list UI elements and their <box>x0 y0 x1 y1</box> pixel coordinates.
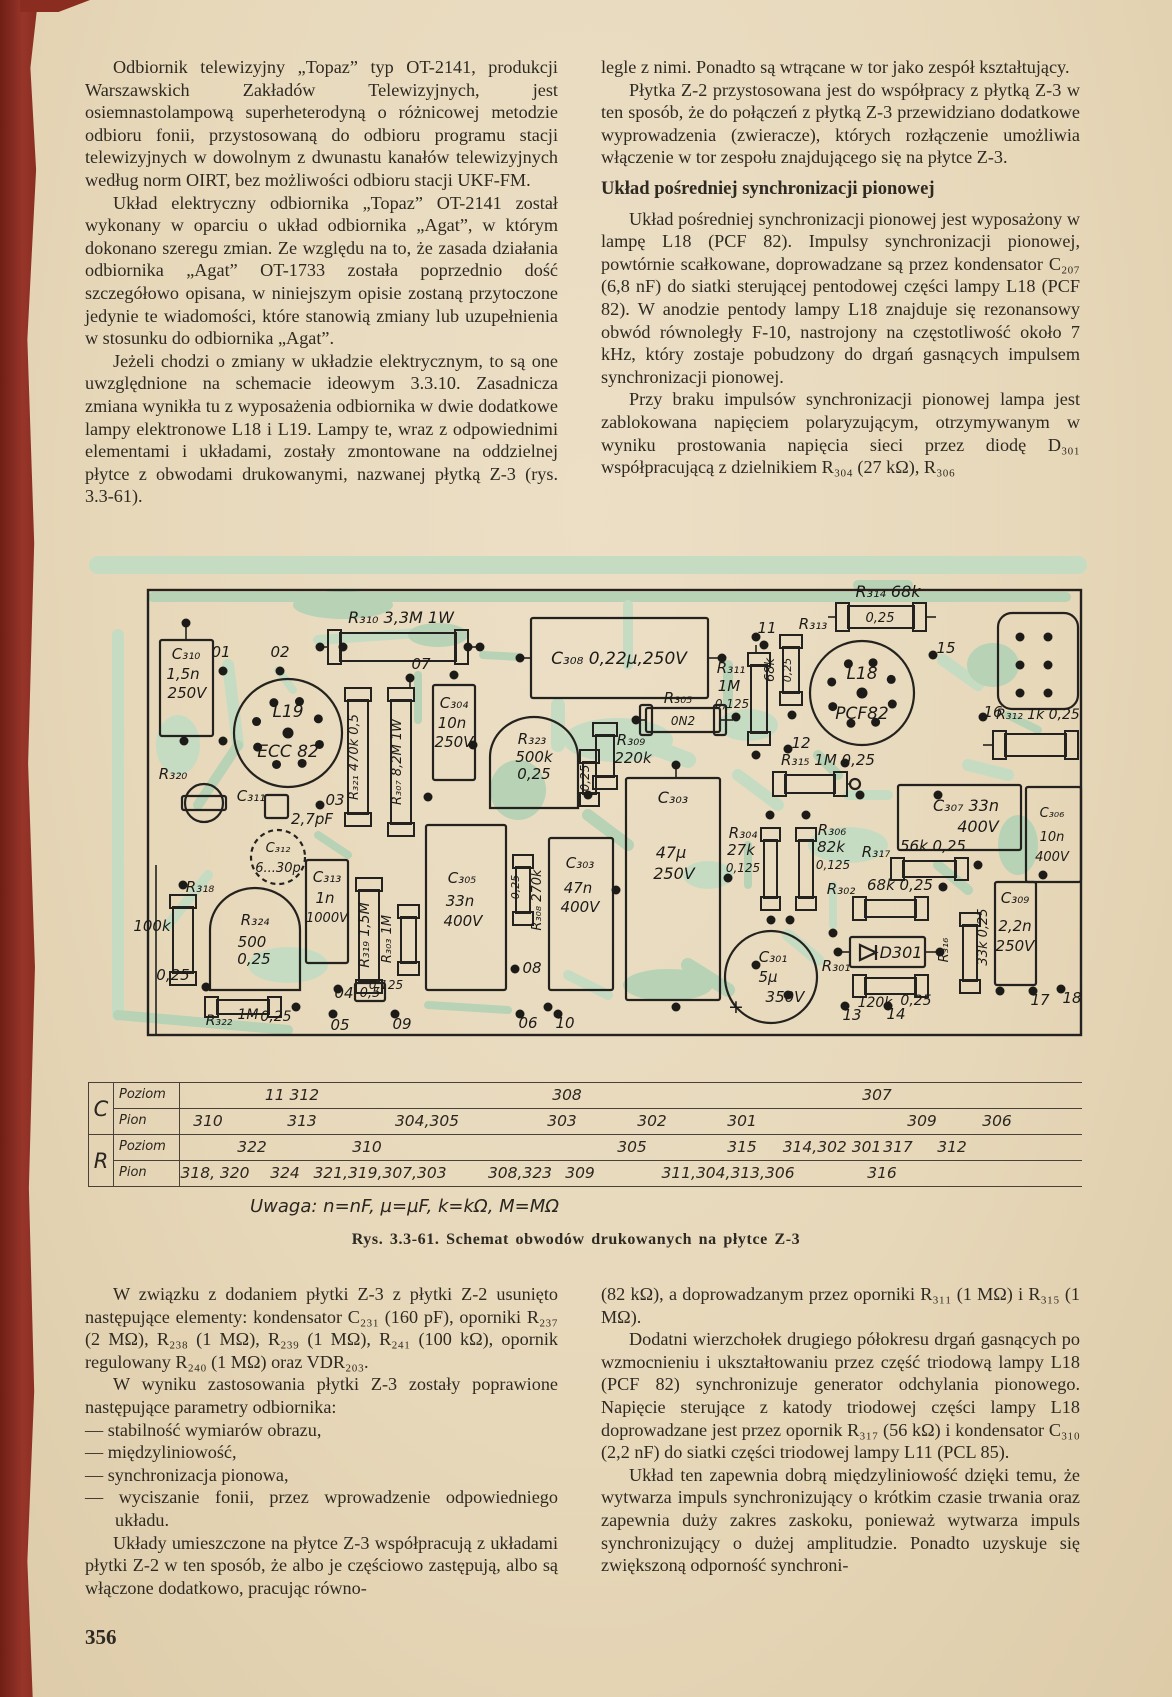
paragraph: W związku z dodaniem płytki Z-3 z płytki Z-2 usunięto następujące elementy: kondensator C₂₃₁ (160 pF), oporniki R₂₃₇ (2 MΩ), R₂₃₈ (1 MΩ), R₂₃₉ (1 MΩ), R₂₄₁ (100 kΩ), opornik regulowany R₂₄₀ (1 MΩ) oraz VDR₂₀₃. <box>85 1284 558 1372</box>
copper-trace <box>318 633 418 640</box>
paragraph: Układ elektryczny odbiornika „Topaz” OT-2141 został wykonany w oparciu o układ odbiornika „Agat”, w którym dokonano szeregu zmian. Ze względu na to, że zasada działania odbiornika „Agat” OT-1733 została poprzednio dość szczegółowo opisana, w niniejszym opisie zostaną przytoczone jedynie te wiadomości, które stanowią zmiany lub uzupełnienia w stosunku do odbiornika „Agat”. <box>85 192 558 349</box>
solder-dot <box>316 801 325 810</box>
diagram-label: 01 <box>211 643 231 661</box>
tube-pin <box>857 688 868 699</box>
diagram-label: 1n <box>315 889 335 907</box>
diagram-label: 120k <box>857 995 893 1011</box>
solder-dot <box>672 761 681 770</box>
diagram-label: 0,125 <box>815 858 851 872</box>
diagram-label: 06 <box>518 1014 538 1032</box>
diagram-label: R₃₂₂ <box>205 1013 233 1029</box>
pin-table-entry: 322 <box>237 1138 267 1156</box>
column-bottom-right <box>601 1283 1080 1577</box>
diagram-label: R₃₀₉ <box>616 731 646 749</box>
diagram-label: 350V <box>765 988 805 1006</box>
diagram-label: 10n <box>1039 830 1065 845</box>
pin-table-entry: 302 <box>637 1112 667 1130</box>
diagram-label: 18 <box>1062 989 1082 1007</box>
diagram-label: 17 <box>1030 991 1050 1009</box>
diagram-label: 250V <box>653 864 695 883</box>
diagram-label: C₃₀₄ <box>439 694 469 712</box>
diagram-label: 13 <box>842 1006 862 1024</box>
tube-pin <box>314 714 323 723</box>
solder-dot <box>219 737 228 746</box>
solder-dot <box>511 965 520 974</box>
resistor-body <box>1005 734 1066 756</box>
diagram-label: 02 <box>270 643 290 661</box>
diagram-label: C₃₁₂ <box>265 841 291 856</box>
pin-table-entry: 314,302 301 <box>782 1138 882 1156</box>
copper-trace <box>623 969 713 1001</box>
pin-table-group-letter: C <box>88 1083 114 1134</box>
diagram-label: 03 <box>325 791 345 809</box>
diagram-label: 09 <box>392 1015 412 1033</box>
diagram-label: 0,25 <box>237 950 271 968</box>
diagram-label: 250V <box>167 684 207 702</box>
diagram-label: 0,25 <box>260 1009 292 1025</box>
diagram-label: 16 <box>983 703 1003 721</box>
resistor-body <box>785 775 835 793</box>
diagram-label: R₃₁₀ 3,3M 1W <box>348 608 454 627</box>
diagram-label: C₃₀₅ <box>447 869 477 887</box>
diagram-label: 220k <box>614 749 652 767</box>
diagram-label: 0,25 <box>578 764 592 792</box>
diagram-label: C₃₁₃ <box>312 868 342 886</box>
diagram-label: 1000V <box>306 911 348 926</box>
solder-dot <box>1016 661 1025 670</box>
diagram-label: 5µ <box>758 968 778 986</box>
diagram-label: 400V <box>560 898 600 916</box>
diagram-label: 27k <box>727 841 755 859</box>
diagram-label: 14 <box>886 1005 906 1023</box>
diagram-label: R₃₁₁ <box>716 659 746 677</box>
diagram-label: 0,25 <box>517 765 551 783</box>
diagram-label: 68k <box>763 657 778 683</box>
paragraph: Układ ten zapewnia dobrą międzyliniowość dzięki temu, że wytwarza impuls synchronizujący o krótkim czasie trwania oraz zapewnia duży zakres zaskoku, ponieważ wytwarza impuls synchronizujący o dużej amplitudzie. Ponadto uzyskuje się zwiększoną odporność synchroni- <box>601 1464 1080 1576</box>
diagram-label: 0N2 <box>670 714 696 728</box>
diagram-label: R₃₀₂ <box>826 880 856 898</box>
diagram-label: C₃₀₃ <box>565 854 595 872</box>
diagram-label: R₃₂₁ 470k 0,5 <box>347 714 362 800</box>
paragraph: Odbiornik telewizyjny „Topaz” typ OT-2141, produkcji Warszawskich Zakładów Telewizyjnych, jest osiemnastolampową superheterodyną o różnicowej metodzie odbioru fonii, przystosowaną do odbioru programu stacji telewizyjnych w dowolnym z dwunastu kanałów telewizyjnych według norm OIRT, bez możliwości odbioru stacji UKF-FM. <box>85 57 558 190</box>
pin-table-group <box>88 1134 1082 1186</box>
component-outline <box>860 945 876 960</box>
diagram-label: 82k <box>817 838 845 856</box>
diagram-label: C₃₀₃ <box>657 788 689 807</box>
pin-table-group <box>88 1082 1082 1134</box>
pin-table-entry: 309 <box>907 1112 937 1130</box>
diagram-label: R₃₁₂ 1k 0,25 <box>996 707 1080 723</box>
pin-table-entry: 310 <box>352 1138 382 1156</box>
paragraph: Układy umieszczone na płytce Z-3 współpracują z układami płytki Z-2 w ten sposób, że albo je częściowo zastępują, albo są włączone dodatkowo, pracując równo- <box>85 1532 558 1598</box>
pin-table-row-label: Poziom <box>114 1135 180 1160</box>
resistor-body <box>963 925 977 981</box>
pin-table-row-label: Pion <box>114 1161 180 1186</box>
pin-table-entry: 11 312 <box>264 1086 320 1104</box>
diagram-label: 400V <box>443 912 483 930</box>
circuit-svg <box>88 545 1088 1045</box>
diagram-label: R₃₂₄ <box>240 911 270 929</box>
diagram-label: 6...30p <box>255 861 301 876</box>
solder-dot <box>182 619 191 628</box>
paragraph: Dodatni wierzchołek drugiego półokresu drgań gasnących po wzmocnieniu i ukształtowaniu przez część triodową lampy L18 (PCF 82) synchronizuje generator odchylania pionowego. Napięcie sterujące z katody triodowej części lampy L18 doprowadzane jest przez opornik R₃₁₇ (56 kΩ) i kondensator C₃₁₀ (2,2 nF) do siatki części triodowej lampy L11 (PCL 85). <box>601 1329 1080 1463</box>
figure-note: Uwaga: n=nF, µ=µF, k=kΩ, M=MΩ <box>250 1196 560 1217</box>
diagram-label: C₃₀₉ <box>1000 889 1030 907</box>
resistor-body <box>865 900 916 917</box>
diagram-label: 0,25 <box>781 657 794 683</box>
diagram-label: R₃₁₇ <box>861 843 891 861</box>
pin-table-row-label: Poziom <box>114 1083 180 1108</box>
solder-dot <box>476 643 485 652</box>
diagram-label: 47n <box>563 879 593 897</box>
diagram-label: L18 <box>846 664 878 684</box>
tube-pin <box>252 717 261 726</box>
diagram-label: 1M <box>717 677 741 695</box>
copper-trace <box>428 1005 508 1010</box>
solder-dot <box>276 667 285 676</box>
solder-dot <box>1016 633 1025 642</box>
diagram-label: R₃₀₅ <box>663 689 693 707</box>
resistor-body <box>764 840 777 898</box>
diagram-label: 400V <box>957 817 999 836</box>
diagram-label: 08 <box>522 959 542 977</box>
diagram-label: 05 <box>330 1016 350 1034</box>
solder-dot <box>766 811 775 820</box>
pin-table-entry: 309 <box>565 1164 595 1182</box>
solder-dot <box>1039 871 1048 880</box>
diagram-label: 400V <box>1035 850 1069 865</box>
copper-trace <box>788 935 818 960</box>
list-item: — wyciszanie fonii, przez wprowadzenie odpowiedniego układu. <box>85 1487 558 1530</box>
diagram-label: 47µ <box>655 843 687 862</box>
component-box <box>626 778 720 1000</box>
circuit-board-figure <box>88 545 1088 1045</box>
solder-dot <box>464 643 473 652</box>
diagram-label: 10n <box>437 714 467 732</box>
diagram-label: R₃₁₃ <box>798 615 828 633</box>
pin-table-group-letter: R <box>88 1135 114 1186</box>
copper-trace <box>318 835 348 855</box>
pin-table-entry: 311,304,313,306 <box>661 1164 795 1182</box>
diagram-label: ECC 82 <box>257 742 319 762</box>
solder-dot <box>406 674 415 683</box>
diagram-label: 250V <box>434 733 474 751</box>
tube-pin <box>283 728 294 739</box>
solder-dot <box>752 751 761 760</box>
diagram-label: R₃₀₆ <box>817 821 847 839</box>
pin-table-entry: 303 <box>547 1112 577 1130</box>
diagram-label: 500k <box>515 748 553 766</box>
diagram-label: R₃₀₈ 270k <box>530 869 545 931</box>
solder-dot <box>996 987 1005 996</box>
solder-dot <box>516 654 525 663</box>
pin-table-entry: 324 <box>270 1164 300 1182</box>
diagram-label: R₃₀₇ 8,2M 1W <box>390 719 405 805</box>
list-item: — stabilność wymiarów obrazu, <box>85 1419 322 1440</box>
solder-dot <box>760 641 769 650</box>
pin-table-entry: 308,323 <box>487 1164 553 1182</box>
column-top-right <box>601 56 1080 479</box>
diagram-label: 1,5n <box>166 665 200 683</box>
paragraph: legle z nimi. Ponadto są wtrącane w tor jako zespół kształtujący. <box>601 57 1070 77</box>
diagram-label: 15 <box>936 639 956 657</box>
pin-table-entry: 313 <box>287 1112 317 1130</box>
diagram-label: 33k 0,25 <box>976 908 991 966</box>
pin-table-row <box>114 1161 1082 1186</box>
solder-dot <box>612 886 621 895</box>
diagram-label: 0,25 <box>865 611 895 626</box>
diagram-label: 0,25 <box>509 874 522 900</box>
tube-pin <box>888 700 897 709</box>
solder-dot <box>829 929 838 938</box>
pin-table-row-label: Pion <box>114 1109 180 1134</box>
pin-table-rows <box>114 1083 1082 1134</box>
diagram-label: R₃₀₃ 1M <box>380 914 395 964</box>
paragraph: (82 kΩ), a doprowadzanym przez oporniki R₃₁₁ (1 MΩ) i R₃₁₅ (1 MΩ). <box>601 1284 1080 1327</box>
book-corner-edge <box>20 0 90 12</box>
diagram-label: 11 <box>757 619 777 637</box>
diagram-label: 0,25 <box>156 966 190 984</box>
copper-trace <box>967 643 1019 687</box>
diagram-label: R₃₂₀ <box>158 765 188 783</box>
solder-dot <box>544 1003 553 1012</box>
diagram-label: R₃₁₄ 68k <box>855 582 921 601</box>
solder-dot <box>856 791 865 800</box>
diagram-label: R₃₁₅ 1M 0,25 <box>781 751 875 769</box>
solder-dot <box>786 916 795 925</box>
diagram-label: R₃₁₆ <box>937 937 952 963</box>
solder-dot <box>1044 661 1053 670</box>
diagram-label: 2,7pF <box>290 810 334 828</box>
pin-table-entry: 307 <box>862 1086 892 1104</box>
pin-table-row <box>114 1109 1082 1134</box>
paragraph: Płytka Z-2 przystosowana jest do współpracy z płytką Z-3 w ten sposób, że do połączeń z płytką Z-3 przewidziano dodatkowe wyprowadzenia (zwieracze), których rozłączenie umożliwia włączenie w tor zespołu znajdującego się na płytce Z-3. <box>601 79 1080 168</box>
solder-dot <box>802 811 811 820</box>
copper-trace <box>483 655 520 657</box>
paragraph: Jeżeli chodzi o zmiany w układzie elektrycznym, to są one uwzględnione na schemacie ideowym 3.3.10. Zasadnicza zmiana wynikła tu z wyposażenia odbiornika w dwie dodatkowe lampy elektronowe L18 i L19. Lampy te, wraz z odpowiednimi elementami i układami, zostały zmontowane na oddzielnej płytce z obwodami drukowanymi, nazwanej płytką Z-3 (rys. 3.3-61). <box>85 350 558 507</box>
figure-caption: Rys. 3.3-61. Schemat obwodów drukowanych na płytce Z-3 <box>351 1231 801 1248</box>
diagram-label: C₃₀₇ 33n <box>933 796 999 815</box>
diagram-label: 0,125 <box>725 861 761 875</box>
pin-table-entry: 316 <box>867 1164 897 1182</box>
pin-table-entry: 321,319,307,303 <box>313 1164 447 1182</box>
pin-table-entry: 310 <box>193 1112 223 1130</box>
tube-outline <box>850 779 860 789</box>
column-top-left <box>85 56 558 508</box>
diagram-label: 07 <box>411 655 431 673</box>
solder-dot <box>1016 689 1025 698</box>
diagram-label: 0,125 <box>368 978 404 992</box>
copper-trace <box>968 765 1008 775</box>
solder-dot <box>732 713 741 722</box>
solder-dot <box>202 983 211 992</box>
solder-dot <box>788 711 797 720</box>
solder-dot <box>974 861 983 870</box>
solder-dot <box>292 1003 301 1012</box>
solder-dot <box>180 737 189 746</box>
diagram-label: C₃₁₁ <box>236 787 266 805</box>
book-spine-edge <box>0 0 38 1697</box>
pin-table-entry: 315 <box>727 1138 757 1156</box>
solder-dot <box>767 916 776 925</box>
solder-dot <box>1044 633 1053 642</box>
diagram-label: 0,125 <box>714 697 750 711</box>
paragraph: W wyniku zastosowania płytki Z-3 zostały poprawione następujące parametry odbiornika: <box>85 1374 558 1417</box>
diagram-label: 56k 0,25 <box>900 837 966 855</box>
diagram-label: 0,25 <box>900 993 932 1009</box>
pin-table-entry: 304,305 <box>394 1112 460 1130</box>
pin-table-rows <box>114 1135 1082 1186</box>
diagram-label: PCF82 <box>835 704 889 724</box>
diagram-label: 250V <box>995 937 1035 955</box>
resistor-body <box>401 917 416 963</box>
resistor-body <box>865 978 916 994</box>
pin-table-entry: 301 <box>727 1112 757 1130</box>
diagram-label: R₃₁₈ <box>185 878 215 896</box>
diagram-label: C₃₁₀ <box>171 645 201 663</box>
diagram-label: L19 <box>272 702 304 722</box>
diagram-label: C₃₀₆ <box>1039 806 1065 821</box>
pin-table-entry: 306 <box>982 1112 1012 1130</box>
column-bottom-left <box>85 1283 558 1599</box>
tube-pin <box>827 677 836 686</box>
pin-table <box>88 1082 1082 1187</box>
solder-dot <box>939 883 948 892</box>
pin-table-row <box>114 1083 1082 1109</box>
copper-trace <box>568 975 608 995</box>
diagram-label: R₃₂₃ <box>517 730 547 748</box>
diagram-label: 04 <box>334 984 354 1002</box>
diagram-label: C₃₀₈ 0,22µ,250V <box>551 649 687 669</box>
tube-pin <box>887 675 896 684</box>
list-item: — synchronizacja pionowa, <box>85 1464 289 1485</box>
diagram-label: R₃₀₁ <box>821 957 851 975</box>
section-heading: Układ pośredniej synchronizacji pionowej <box>601 177 935 199</box>
list-item: — międzyliniowość, <box>85 1442 237 1463</box>
diagram-label: R₃₀₄ <box>728 824 758 842</box>
diagram-label: C₃₀₁ <box>758 948 788 966</box>
solder-dot <box>424 793 433 802</box>
pin-table-entry: 305 <box>617 1138 647 1156</box>
solder-dot <box>450 671 459 680</box>
diagram-label: 68k 0,25 <box>867 876 933 894</box>
pin-table-entry: 308 <box>552 1086 582 1104</box>
diagram-label: R₃₁₉ 1,5M <box>357 902 373 968</box>
diagram-label: 100k <box>133 917 171 935</box>
copper-trace <box>998 815 1038 875</box>
diagram-label: 33n <box>445 892 475 910</box>
diagram-label: 500 <box>237 933 267 951</box>
component-box <box>265 795 288 818</box>
diagram-label: 1M <box>237 1007 259 1023</box>
paragraph: Układ pośredniej synchronizacji pionowej jest wyposażony w lampę L18 (PCF 82). Impulsy synchronizacji pionowej, powtórnie scałkowane, doprowadzane są przez kondensator C₂₀₇ (6,8 nF) do siatki sterującej pentodowej części lampy L18 (PCF 82). W anodzie pentody lampy L18 znajduje się rezonansowy obwód równoległy F-10, nastrojony na częstotliwość około 7 kHz, który zostaje pobudzony do drgań gasnących impulsem synchronizacji pionowej. <box>601 208 1080 387</box>
diagram-label: 12 <box>791 734 811 752</box>
diagram-label: 0,5 <box>359 986 381 1001</box>
diagram-label: 2,2n <box>998 917 1032 935</box>
diagram-label: 10 <box>555 1014 575 1032</box>
page-number: 356 <box>85 1625 117 1649</box>
diagram-label: D301 <box>879 943 923 962</box>
solder-dot <box>316 643 325 652</box>
solder-dot <box>632 716 641 725</box>
pin-table-entry: 312 <box>937 1138 967 1156</box>
solder-dot <box>672 1003 681 1012</box>
copper-trace <box>588 815 628 845</box>
solder-dot <box>219 667 228 676</box>
pin-table-row <box>114 1135 1082 1161</box>
solder-dot <box>339 643 348 652</box>
solder-dot <box>1044 689 1053 698</box>
pin-table-entry: 317 <box>883 1138 913 1156</box>
solder-dot <box>834 948 843 957</box>
diagram-label: + <box>728 996 744 1018</box>
pin-table-entry: 318, 320 <box>180 1164 250 1182</box>
paragraph: Przy braku impulsów synchronizacji pionowej lampa jest zablokowana napięciem polaryzującym, otrzymywanym w wyniku prostowania napięcia sieci przez diodę D₃₀₁ współpracującą z dzielnikiem R₃₀₄ (27 kΩ), R₃₀₆ <box>601 389 1080 478</box>
